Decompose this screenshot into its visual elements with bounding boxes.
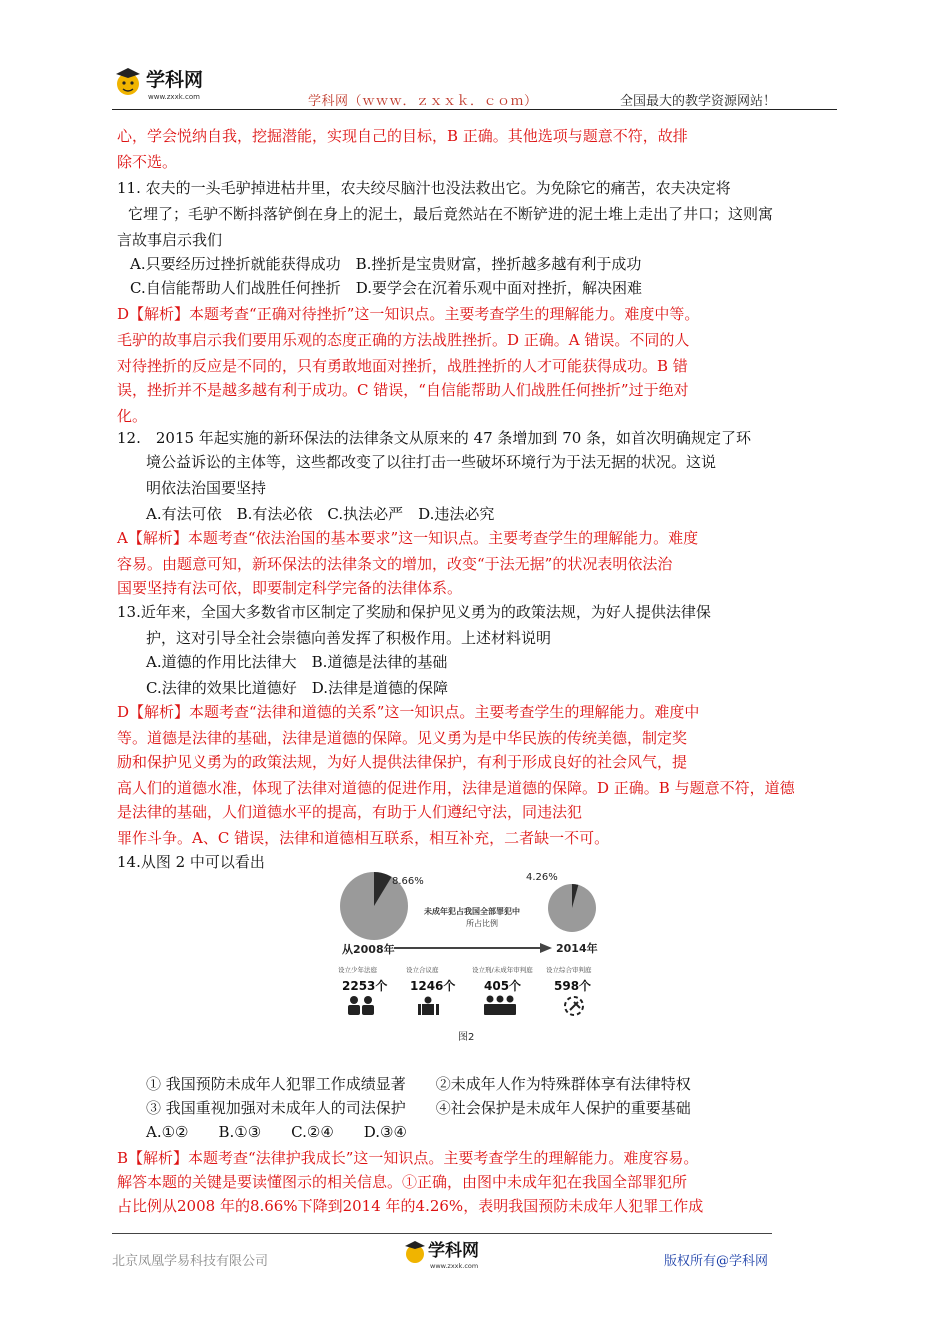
stat-value: 2253个	[342, 979, 388, 993]
answer-12: A【解析】本题考查“依法治国的基本要求”这一知识点。主要考查学生的理解能力。难度	[117, 529, 699, 547]
footer-copyright[interactable]: 版权所有@学科网	[664, 1254, 769, 1269]
people-icon	[348, 996, 374, 1015]
text-line: 误，挫折并不是越多越有利于成功。C 错误，“自信能帮助人们战胜任何挫折”过于绝对	[117, 381, 689, 399]
text-line: 对待挫折的反应是不同的，只有勇敢地面对挫折，战胜挫折的人才可能获得成功。B 错	[117, 357, 688, 375]
gavel-icon	[565, 997, 583, 1015]
text-line: 励和保护见义勇为的政策法规，为好人提供法律保护，有利于形成良好的社会风气，提	[117, 753, 688, 771]
logo-text: 学科网	[428, 1241, 479, 1261]
stat-value: 405个	[484, 979, 522, 993]
question-13-stem: 13.近年来，全国大多数省市区制定了奖励和保护见义勇为的政策法规，为好人提供法律保	[117, 603, 711, 621]
text-line: 罪作斗争。A、C 错误，法律和道德相互联系，相互补充，二者缺一不可。	[117, 829, 610, 847]
answer-13: D【解析】本题考查“法律和道德的关系”这一知识点。主要考查学生的理解能力。难度中	[117, 703, 700, 721]
footer-logo	[402, 1236, 500, 1274]
question-14-options: A.①② B.①③ C.②④ D.③④	[146, 1123, 407, 1141]
pct-2008: 8.66%	[392, 876, 424, 887]
text-line: 言故事启示我们	[117, 231, 223, 249]
header-logo	[112, 62, 222, 106]
text-line: 国要坚持有法可依，即要制定科学完备的法律体系。	[117, 579, 463, 597]
text-line: 解答本题的关键是要读懂图示的相关信息。①正确，由图中未成年犯在我国全部罪犯所	[117, 1173, 688, 1191]
arrow-head-icon	[540, 943, 552, 953]
text-line: 高人们的道德水准，体现了法律对道德的促进作用，法律是道德的保障。D 正确。B 与题意不符，道德	[117, 779, 795, 797]
court-icon	[418, 997, 439, 1016]
figure-caption: 图2	[458, 1032, 475, 1043]
question-13-options: C.法律的效果比道德好 D.法律是道德的保障	[146, 679, 448, 697]
question-11-options: C.自信能帮助人们战胜任何挫折 D.要学会在沉着乐观中面对挫折，解决困难	[130, 279, 642, 297]
question-12-stem: 12. 2015 年起实施的新环保法的法律条文从原来的 47 条增加到 70 条，如首次明确规定了环	[117, 429, 752, 447]
text-line: 占比例从2008 年的8.66%下降到2014 年的4.26%，表明我国预防未成年人犯罪工作成	[117, 1197, 704, 1215]
year-to: 2014年	[556, 942, 598, 955]
question-13-options: A.道德的作用比法律大 B.道德是法律的基础	[146, 653, 448, 671]
figure-center-text: 未成年犯占我国全部罪犯中	[424, 907, 520, 916]
question-11-stem: 11. 农夫的一头毛驴掉进枯井里，农夫绞尽脑汁也没法救出它。为免除它的痛苦，农夫决定将	[117, 179, 731, 197]
header-slogan: 全国最大的教学资源网站！	[620, 94, 777, 109]
answer-11: D【解析】本题考查“正确对待挫折”这一知识点。主要考查学生的理解能力。难度中等。	[117, 305, 700, 323]
question-12-options: A.有法可依 B.有法必依 C.执法必严 D.违法必究	[146, 505, 495, 523]
question-11-options: A.只要经历过挫折就能获得成功 B.挫折是宝贵财富，挫折越多越有利于成功	[130, 255, 642, 273]
text-line: 化。	[117, 407, 148, 425]
header-site-link[interactable]: 学科网（ｗｗｗ．ｚｘｘｋ．ｃｏｍ）	[308, 94, 538, 109]
text-line: 是法律的基础，人们道德水平的提高，有助于人们遵纪守法，同违法犯	[117, 803, 583, 821]
stat-value: 598个	[554, 979, 592, 993]
question-14-statements: ① 我国预防未成年人犯罪工作成绩显著 ②未成年人作为特殊群体享有法律特权	[146, 1075, 691, 1093]
text-line: 容易。由题意可知，新环保法的法律条文的增加，改变“于法无据”的状况表明依法治	[117, 555, 673, 573]
stat-label: 设立少年法庭	[338, 966, 377, 974]
logo-url: www.zxxk.com	[430, 1262, 479, 1270]
figure-2	[338, 866, 608, 1044]
stat-label: 设立综合审判庭	[546, 966, 592, 974]
question-14-stem: 14.从图 2 中可以看出	[117, 853, 265, 871]
question-14-statements: ③ 我国重视加强对未成年人的司法保护 ④社会保护是未成年人保护的重要基础	[146, 1099, 691, 1117]
answer-14: B【解析】本题考查“法律护我成长”这一知识点。主要考查学生的理解能力。难度容易。	[117, 1149, 699, 1167]
year-from: 从2008年	[342, 943, 395, 956]
logo-text: 学科网	[146, 69, 204, 91]
text-line: 明依法治国要坚持	[146, 479, 267, 497]
pct-2014: 4.26%	[526, 872, 558, 883]
tribunal-icon	[484, 996, 516, 1016]
stat-value: 1246个	[410, 979, 456, 993]
header-divider	[112, 109, 837, 110]
text-line: 等。道德是法律的基础，法律是道德的保障。见义勇为是中华民族的传统美德，制定奖	[117, 729, 688, 747]
figure-center-text: 所占比例	[466, 919, 498, 928]
text-line: 它埋了；毛驴不断抖落铲倒在身上的泥土，最后竟然站在不断铲进的泥土堆上走出了井口；这则寓	[128, 205, 774, 223]
stat-label: 设立合议庭	[406, 966, 439, 974]
logo-url: www.zxxk.com	[148, 93, 200, 101]
pie-2014	[548, 884, 596, 932]
footer-divider	[112, 1233, 772, 1234]
text-line: 护，这对引导全社会崇德向善发挥了积极作用。上述材料说明	[146, 629, 552, 647]
text-line: 除不选。	[117, 153, 178, 171]
footer-company: 北京凤凰学易科技有限公司	[112, 1254, 269, 1269]
text-line: 毛驴的故事启示我们要用乐观的态度正确的方法战胜挫折。D 正确。A 错误。不同的人	[117, 331, 690, 349]
text-line: 心，学会悦纳自我，挖掘潜能，实现自己的目标，B 正确。其他选项与题意不符，故排	[117, 127, 688, 145]
text-line: 境公益诉讼的主体等，这些都改变了以往打击一些破坏环境行为于法无据的状况。这说	[146, 453, 717, 471]
stat-label: 设立刑/未成年审判庭	[472, 966, 533, 974]
